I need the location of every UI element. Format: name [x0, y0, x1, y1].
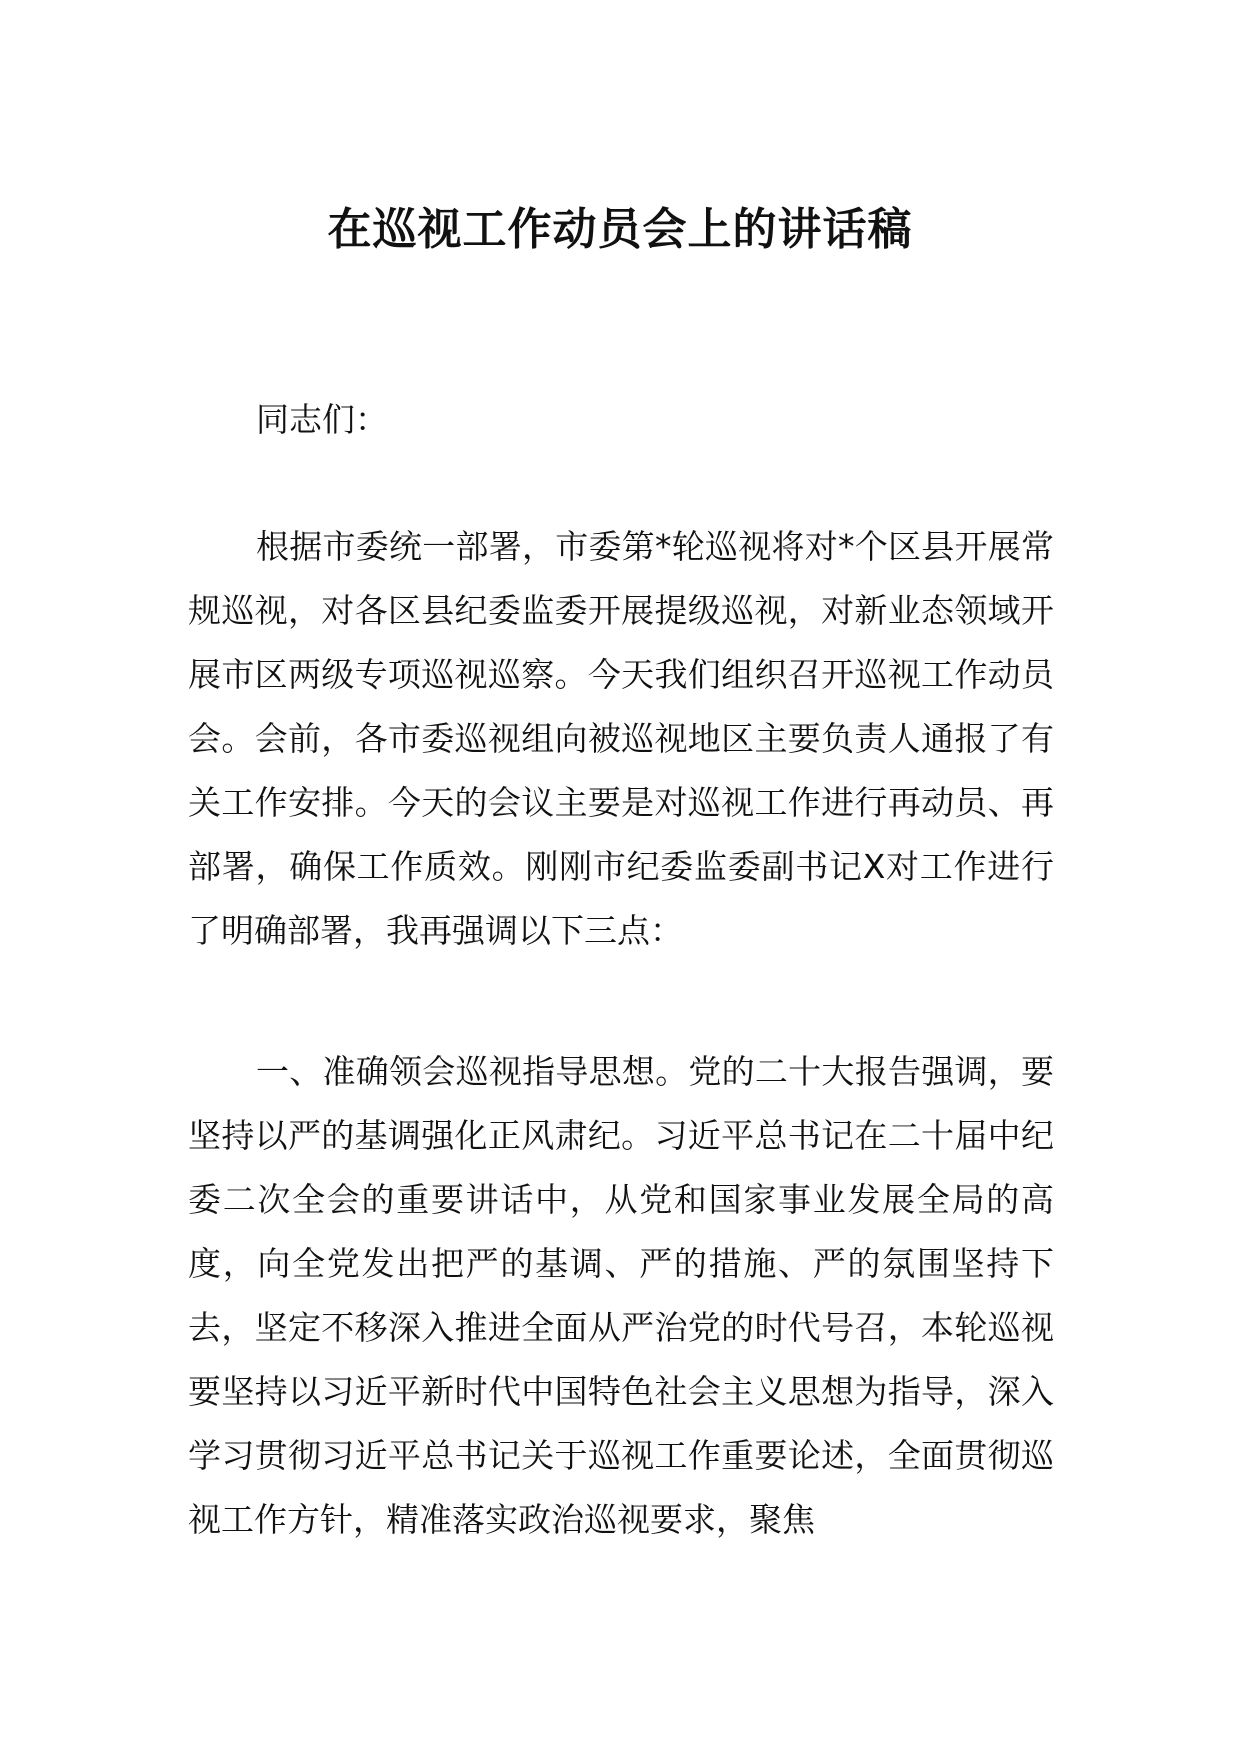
paragraph-2: 一、准确领会巡视指导思想。党的二十大报告强调，要坚持以严的基调强化正风肃纪。习近平总书记在二十届中纪委二次全会的重要讲话中，从党和国家事业发展全局的高度，向全党发出把严的基调、严的措施、严的氛围坚持下去，坚定不移深入推进全面从严治党的时代号召，本轮巡视要坚持以习近平新时代中国特色社会主义思想为指导，深入学习贯彻习近平总书记关于巡视工作重要论述，全面贯彻巡视工作方针，精准落实政治巡视要求，聚焦 [188, 1052, 1054, 1539]
paragraph-1: 根据市委统一部署，市委第*轮巡视将对*个区县开展常规巡视，对各区县纪委监委开展提级巡视，对新业态领域开展市区两级专项巡视巡察。今天我们组织召开巡视工作动员会。会前，各市委巡视组向被巡视地区主要负责人通报了有关工作安排。今天的会议主要是对巡视工作进行再动员、再部署，确保工作质效。刚刚市纪委监委副书记X对工作进行了明确部署，我再强调以下三点： [188, 527, 1054, 950]
document-title: 在巡视工作动员会上的讲话稿 [327, 204, 913, 255]
salutation: 同志们： [256, 400, 388, 439]
